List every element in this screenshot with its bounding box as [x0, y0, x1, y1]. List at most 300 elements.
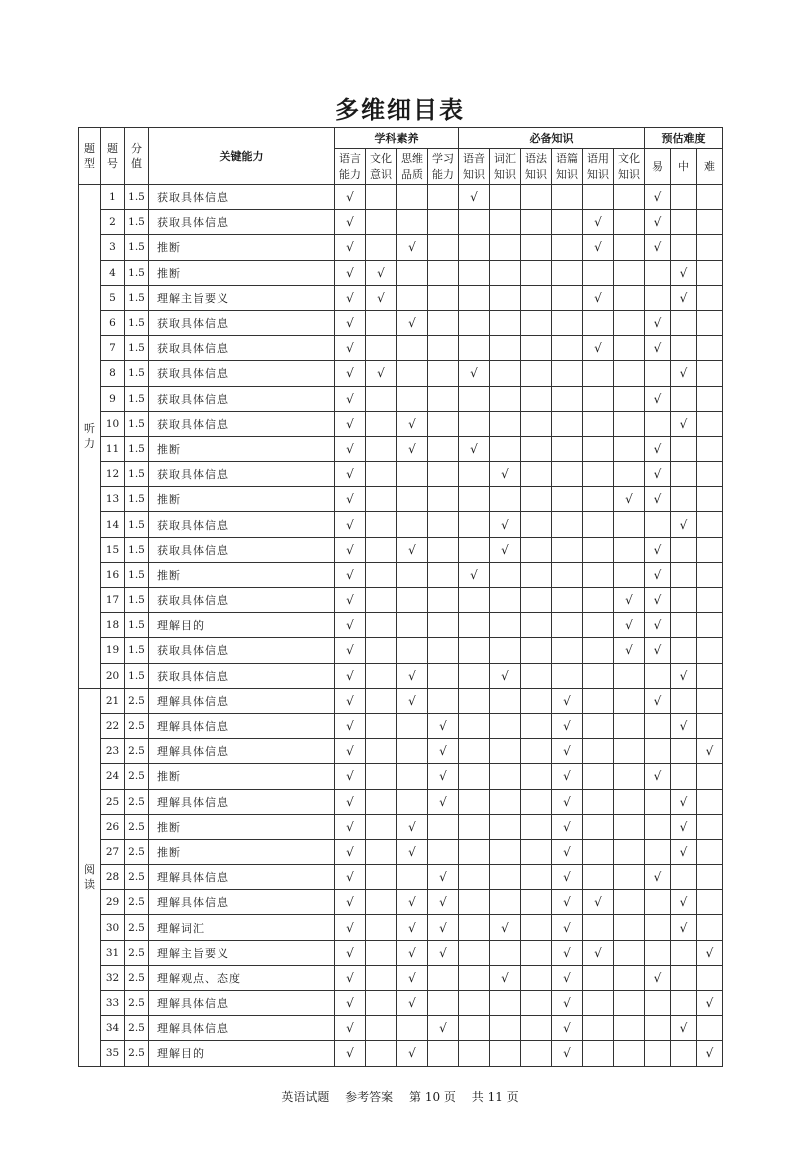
- check-mark-icon: √: [335, 940, 366, 965]
- question-number: 12: [101, 462, 125, 487]
- empty-cell: [521, 713, 552, 738]
- empty-cell: [490, 991, 521, 1016]
- empty-cell: [521, 638, 552, 663]
- table-row: [79, 789, 723, 814]
- question-score: 2.5: [125, 688, 149, 713]
- empty-cell: [521, 991, 552, 1016]
- empty-cell: [397, 588, 428, 613]
- check-mark-icon: √: [428, 940, 459, 965]
- section-label: 听 力: [79, 185, 101, 689]
- empty-cell: [521, 915, 552, 940]
- empty-cell: [521, 512, 552, 537]
- question-number: 11: [101, 436, 125, 461]
- check-mark-icon: √: [645, 386, 671, 411]
- empty-cell: [583, 462, 614, 487]
- question-number: 10: [101, 411, 125, 436]
- check-mark-icon: √: [671, 814, 697, 839]
- empty-cell: [614, 537, 645, 562]
- check-mark-icon: √: [366, 285, 397, 310]
- empty-cell: [521, 663, 552, 688]
- check-mark-icon: √: [459, 436, 490, 461]
- empty-cell: [428, 814, 459, 839]
- check-mark-icon: √: [397, 991, 428, 1016]
- question-score: 2.5: [125, 789, 149, 814]
- subheader-cell: 语篇 知识: [552, 149, 583, 185]
- check-mark-icon: √: [335, 638, 366, 663]
- empty-cell: [428, 411, 459, 436]
- empty-cell: [428, 663, 459, 688]
- check-mark-icon: √: [335, 562, 366, 587]
- empty-cell: [428, 436, 459, 461]
- empty-cell: [645, 411, 671, 436]
- table-row: [79, 537, 723, 562]
- check-mark-icon: √: [645, 638, 671, 663]
- empty-cell: [366, 890, 397, 915]
- question-score: 1.5: [125, 260, 149, 285]
- empty-cell: [459, 1041, 490, 1066]
- table-row: [79, 462, 723, 487]
- empty-cell: [459, 865, 490, 890]
- question-score: 1.5: [125, 310, 149, 335]
- empty-cell: [697, 260, 723, 285]
- header-type: 题 型: [79, 128, 101, 185]
- empty-cell: [428, 688, 459, 713]
- empty-cell: [671, 386, 697, 411]
- key-ability: 理解主旨要义: [149, 285, 335, 310]
- question-number: 14: [101, 512, 125, 537]
- empty-cell: [697, 1016, 723, 1041]
- empty-cell: [397, 336, 428, 361]
- empty-cell: [697, 915, 723, 940]
- empty-cell: [583, 739, 614, 764]
- check-mark-icon: √: [335, 462, 366, 487]
- empty-cell: [521, 386, 552, 411]
- empty-cell: [490, 613, 521, 638]
- question-score: 2.5: [125, 764, 149, 789]
- empty-cell: [671, 991, 697, 1016]
- empty-cell: [428, 210, 459, 235]
- empty-cell: [428, 991, 459, 1016]
- empty-cell: [521, 462, 552, 487]
- empty-cell: [521, 865, 552, 890]
- question-score: 1.5: [125, 638, 149, 663]
- empty-cell: [697, 285, 723, 310]
- question-score: 2.5: [125, 1016, 149, 1041]
- check-mark-icon: √: [428, 1016, 459, 1041]
- table-row: [79, 562, 723, 587]
- question-number: 34: [101, 1016, 125, 1041]
- empty-cell: [428, 487, 459, 512]
- empty-cell: [366, 739, 397, 764]
- footer-page: 第 10 页: [409, 1090, 456, 1104]
- question-score: 2.5: [125, 965, 149, 990]
- empty-cell: [521, 814, 552, 839]
- check-mark-icon: √: [614, 588, 645, 613]
- check-mark-icon: √: [459, 562, 490, 587]
- check-mark-icon: √: [645, 613, 671, 638]
- empty-cell: [697, 663, 723, 688]
- question-number: 33: [101, 991, 125, 1016]
- key-ability: 获取具体信息: [149, 638, 335, 663]
- empty-cell: [490, 588, 521, 613]
- empty-cell: [552, 185, 583, 210]
- check-mark-icon: √: [335, 915, 366, 940]
- empty-cell: [583, 663, 614, 688]
- empty-cell: [697, 789, 723, 814]
- empty-cell: [521, 436, 552, 461]
- key-ability: 理解目的: [149, 613, 335, 638]
- check-mark-icon: √: [645, 764, 671, 789]
- empty-cell: [521, 613, 552, 638]
- empty-cell: [366, 789, 397, 814]
- question-number: 24: [101, 764, 125, 789]
- check-mark-icon: √: [671, 839, 697, 864]
- empty-cell: [583, 688, 614, 713]
- check-mark-icon: √: [335, 210, 366, 235]
- question-score: 2.5: [125, 1041, 149, 1066]
- check-mark-icon: √: [335, 336, 366, 361]
- empty-cell: [428, 462, 459, 487]
- check-mark-icon: √: [428, 890, 459, 915]
- empty-cell: [397, 638, 428, 663]
- empty-cell: [490, 814, 521, 839]
- empty-cell: [366, 915, 397, 940]
- empty-cell: [697, 764, 723, 789]
- check-mark-icon: √: [552, 713, 583, 738]
- empty-cell: [397, 260, 428, 285]
- question-score: 1.5: [125, 462, 149, 487]
- empty-cell: [697, 386, 723, 411]
- question-number: 17: [101, 588, 125, 613]
- empty-cell: [614, 865, 645, 890]
- empty-cell: [397, 789, 428, 814]
- empty-cell: [552, 361, 583, 386]
- check-mark-icon: √: [397, 411, 428, 436]
- empty-cell: [521, 1041, 552, 1066]
- empty-cell: [583, 965, 614, 990]
- empty-cell: [459, 487, 490, 512]
- subheader-cell: 语用 知识: [583, 149, 614, 185]
- empty-cell: [397, 739, 428, 764]
- empty-cell: [366, 965, 397, 990]
- empty-cell: [366, 1041, 397, 1066]
- empty-cell: [671, 310, 697, 335]
- question-number: 22: [101, 713, 125, 738]
- key-ability: 获取具体信息: [149, 210, 335, 235]
- empty-cell: [552, 638, 583, 663]
- key-ability: 理解主旨要义: [149, 940, 335, 965]
- check-mark-icon: √: [552, 1041, 583, 1066]
- empty-cell: [614, 411, 645, 436]
- check-mark-icon: √: [428, 713, 459, 738]
- footer-answer: 参考答案: [345, 1090, 394, 1104]
- empty-cell: [552, 210, 583, 235]
- empty-cell: [459, 965, 490, 990]
- question-score: 1.5: [125, 588, 149, 613]
- check-mark-icon: √: [645, 588, 671, 613]
- empty-cell: [614, 739, 645, 764]
- empty-cell: [366, 764, 397, 789]
- empty-cell: [459, 537, 490, 562]
- check-mark-icon: √: [645, 336, 671, 361]
- empty-cell: [366, 713, 397, 738]
- check-mark-icon: √: [335, 663, 366, 688]
- check-mark-icon: √: [459, 361, 490, 386]
- check-mark-icon: √: [397, 915, 428, 940]
- subheader-cell: 思维 品质: [397, 149, 428, 185]
- check-mark-icon: √: [645, 235, 671, 260]
- key-ability: 获取具体信息: [149, 411, 335, 436]
- empty-cell: [583, 588, 614, 613]
- empty-cell: [614, 185, 645, 210]
- table-row: [79, 436, 723, 461]
- empty-cell: [490, 789, 521, 814]
- empty-cell: [583, 839, 614, 864]
- empty-cell: [459, 890, 490, 915]
- table-row: [79, 865, 723, 890]
- question-number: 25: [101, 789, 125, 814]
- page-footer: [0, 1088, 800, 1105]
- empty-cell: [366, 185, 397, 210]
- empty-cell: [459, 411, 490, 436]
- question-score: 2.5: [125, 739, 149, 764]
- key-ability: 推断: [149, 436, 335, 461]
- table-row: [79, 739, 723, 764]
- check-mark-icon: √: [428, 739, 459, 764]
- key-ability: 获取具体信息: [149, 663, 335, 688]
- check-mark-icon: √: [490, 537, 521, 562]
- empty-cell: [490, 487, 521, 512]
- empty-cell: [459, 462, 490, 487]
- empty-cell: [645, 713, 671, 738]
- key-ability: 推断: [149, 562, 335, 587]
- header-ability: 关键能力: [149, 128, 335, 185]
- empty-cell: [645, 512, 671, 537]
- empty-cell: [428, 235, 459, 260]
- empty-cell: [366, 814, 397, 839]
- empty-cell: [583, 915, 614, 940]
- empty-cell: [521, 487, 552, 512]
- subheader-cell: 文化 知识: [614, 149, 645, 185]
- subheader-cell: 学习 能力: [428, 149, 459, 185]
- empty-cell: [366, 638, 397, 663]
- check-mark-icon: √: [583, 890, 614, 915]
- key-ability: 推断: [149, 839, 335, 864]
- table-row: [79, 185, 723, 210]
- check-mark-icon: √: [335, 588, 366, 613]
- empty-cell: [614, 436, 645, 461]
- check-mark-icon: √: [583, 210, 614, 235]
- empty-cell: [697, 814, 723, 839]
- check-mark-icon: √: [459, 185, 490, 210]
- subheader-difficulty-cell: 中: [671, 149, 697, 185]
- question-number: 6: [101, 310, 125, 335]
- key-ability: 推断: [149, 235, 335, 260]
- empty-cell: [366, 940, 397, 965]
- check-mark-icon: √: [397, 310, 428, 335]
- check-mark-icon: √: [397, 890, 428, 915]
- empty-cell: [552, 462, 583, 487]
- empty-cell: [614, 890, 645, 915]
- empty-cell: [521, 411, 552, 436]
- check-mark-icon: √: [583, 285, 614, 310]
- table-row: [79, 411, 723, 436]
- check-mark-icon: √: [645, 537, 671, 562]
- empty-cell: [697, 436, 723, 461]
- empty-cell: [459, 588, 490, 613]
- empty-cell: [490, 436, 521, 461]
- key-ability: 获取具体信息: [149, 361, 335, 386]
- empty-cell: [614, 285, 645, 310]
- question-number: 18: [101, 613, 125, 638]
- empty-cell: [645, 739, 671, 764]
- check-mark-icon: √: [645, 688, 671, 713]
- empty-cell: [614, 713, 645, 738]
- empty-cell: [697, 411, 723, 436]
- empty-cell: [366, 537, 397, 562]
- check-mark-icon: √: [335, 285, 366, 310]
- check-mark-icon: √: [671, 915, 697, 940]
- table-row: [79, 839, 723, 864]
- empty-cell: [521, 235, 552, 260]
- check-mark-icon: √: [645, 462, 671, 487]
- empty-cell: [459, 310, 490, 335]
- empty-cell: [521, 285, 552, 310]
- empty-cell: [614, 562, 645, 587]
- table-row: [79, 512, 723, 537]
- empty-cell: [552, 537, 583, 562]
- empty-cell: [521, 764, 552, 789]
- check-mark-icon: √: [552, 814, 583, 839]
- subheader-cell: 文化 意识: [366, 149, 397, 185]
- check-mark-icon: √: [490, 512, 521, 537]
- question-score: 2.5: [125, 991, 149, 1016]
- empty-cell: [671, 965, 697, 990]
- check-mark-icon: √: [490, 965, 521, 990]
- check-mark-icon: √: [490, 663, 521, 688]
- empty-cell: [697, 487, 723, 512]
- empty-cell: [614, 235, 645, 260]
- empty-cell: [428, 185, 459, 210]
- empty-cell: [614, 462, 645, 487]
- empty-cell: [366, 613, 397, 638]
- empty-cell: [583, 562, 614, 587]
- empty-cell: [552, 336, 583, 361]
- question-number: 31: [101, 940, 125, 965]
- key-ability: 理解观点、态度: [149, 965, 335, 990]
- question-score: 1.5: [125, 562, 149, 587]
- check-mark-icon: √: [490, 462, 521, 487]
- empty-cell: [490, 739, 521, 764]
- empty-cell: [697, 185, 723, 210]
- subheader-cell: 词汇 知识: [490, 149, 521, 185]
- check-mark-icon: √: [614, 613, 645, 638]
- empty-cell: [366, 235, 397, 260]
- question-score: 1.5: [125, 613, 149, 638]
- empty-cell: [583, 638, 614, 663]
- question-score: 2.5: [125, 940, 149, 965]
- empty-cell: [397, 613, 428, 638]
- empty-cell: [490, 764, 521, 789]
- empty-cell: [552, 436, 583, 461]
- empty-cell: [428, 839, 459, 864]
- empty-cell: [697, 562, 723, 587]
- table-row: [79, 890, 723, 915]
- check-mark-icon: √: [583, 940, 614, 965]
- table-row: [79, 336, 723, 361]
- question-number: 35: [101, 1041, 125, 1066]
- empty-cell: [397, 210, 428, 235]
- question-number: 28: [101, 865, 125, 890]
- check-mark-icon: √: [671, 890, 697, 915]
- check-mark-icon: √: [397, 839, 428, 864]
- check-mark-icon: √: [397, 235, 428, 260]
- check-mark-icon: √: [335, 890, 366, 915]
- empty-cell: [521, 965, 552, 990]
- empty-cell: [697, 361, 723, 386]
- empty-cell: [614, 789, 645, 814]
- empty-cell: [459, 210, 490, 235]
- empty-cell: [459, 613, 490, 638]
- question-score: 1.5: [125, 285, 149, 310]
- empty-cell: [428, 1041, 459, 1066]
- empty-cell: [671, 865, 697, 890]
- question-number: 15: [101, 537, 125, 562]
- empty-cell: [428, 562, 459, 587]
- empty-cell: [490, 185, 521, 210]
- empty-cell: [459, 814, 490, 839]
- check-mark-icon: √: [397, 940, 428, 965]
- empty-cell: [614, 1041, 645, 1066]
- question-score: 1.5: [125, 411, 149, 436]
- empty-cell: [671, 940, 697, 965]
- check-mark-icon: √: [645, 210, 671, 235]
- empty-cell: [366, 839, 397, 864]
- check-mark-icon: √: [645, 436, 671, 461]
- empty-cell: [459, 713, 490, 738]
- specification-table: [78, 127, 723, 1067]
- empty-cell: [397, 713, 428, 738]
- check-mark-icon: √: [428, 764, 459, 789]
- table-row: [79, 965, 723, 990]
- check-mark-icon: √: [335, 310, 366, 335]
- empty-cell: [614, 336, 645, 361]
- empty-cell: [614, 814, 645, 839]
- table-row: [79, 688, 723, 713]
- subheader-cell: 语言 能力: [335, 149, 366, 185]
- empty-cell: [459, 1016, 490, 1041]
- empty-cell: [459, 336, 490, 361]
- empty-cell: [459, 235, 490, 260]
- empty-cell: [459, 386, 490, 411]
- empty-cell: [521, 1016, 552, 1041]
- question-number: 23: [101, 739, 125, 764]
- table-row: [79, 940, 723, 965]
- empty-cell: [583, 310, 614, 335]
- empty-cell: [459, 512, 490, 537]
- table-row: [79, 613, 723, 638]
- question-number: 9: [101, 386, 125, 411]
- empty-cell: [552, 562, 583, 587]
- check-mark-icon: √: [697, 991, 723, 1016]
- empty-cell: [490, 235, 521, 260]
- empty-cell: [397, 285, 428, 310]
- empty-cell: [583, 386, 614, 411]
- table-row: [79, 487, 723, 512]
- key-ability: 理解具体信息: [149, 739, 335, 764]
- check-mark-icon: √: [335, 739, 366, 764]
- check-mark-icon: √: [645, 562, 671, 587]
